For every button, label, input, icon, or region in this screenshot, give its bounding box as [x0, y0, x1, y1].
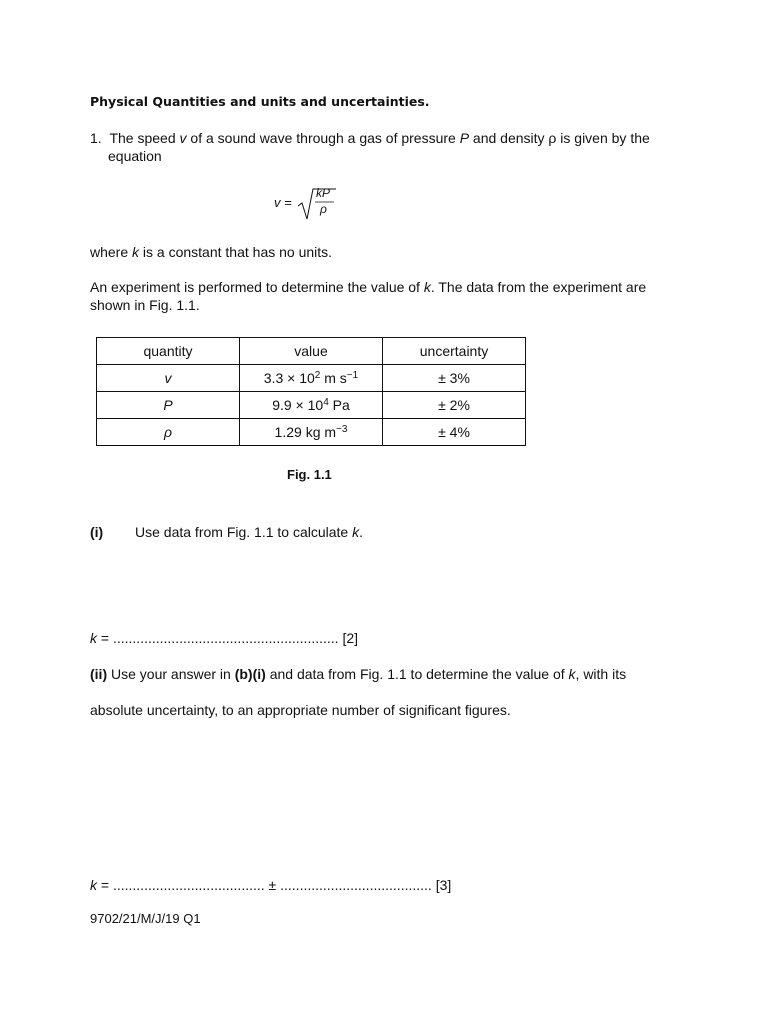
constant-description: where k is a constant that has no units. [90, 244, 333, 260]
uncertainty-cell: ± 2% [383, 392, 526, 419]
figure-caption: Fig. 1.1 [287, 467, 332, 482]
table-row [97, 392, 526, 419]
formula-lhs: v = [274, 195, 292, 210]
answer-line-part-ii: k = ....................................... ± ....................................... [3] [90, 877, 452, 893]
formula-denominator: ρ [320, 202, 327, 216]
part-i-label: (i) [90, 524, 104, 540]
question-intro-line-1: 1. The speed v of a sound wave through a gas of pressure P and density ρ is given by the [90, 130, 650, 146]
quantity-cell: v [164, 370, 172, 386]
value-cell: $3.3 \times 10^2$ m $s^{-1}$ [240, 365, 383, 392]
part-ii-question-line-2: absolute uncertainty, to an appropriate number of significant figures. [90, 702, 511, 718]
part-ii-question-line-1: (ii) Use your answer in (b)(i) and data from Fig. 1.1 to determine the value of k, with its [90, 666, 627, 682]
uncertainty-cell: ± 3% [383, 365, 526, 392]
part-i-question: Use data from Fig. 1.1 to calculate k. [135, 524, 363, 540]
table-row [97, 365, 526, 392]
quantity-cell: ρ [163, 424, 173, 440]
experiment-line-2: shown in Fig. 1.1. [90, 297, 200, 313]
formula-numerator: kP [316, 186, 331, 200]
question-number: 1. [90, 130, 102, 146]
speed-formula [274, 186, 354, 222]
part-ii-label: (ii) [90, 666, 108, 682]
table-header-row [97, 338, 526, 365]
page-title: Physical Quantities and units and uncertainties. [90, 94, 430, 109]
table-row [97, 419, 526, 446]
value-cell: 1.29 kg $m^{-3}$ [240, 419, 383, 446]
column-header-value: value [240, 338, 383, 365]
uncertainty-cell: ± 4% [383, 419, 526, 446]
answer-line-part-i: k = .......................................................... [2] [90, 630, 359, 646]
column-header-uncertainty: uncertainty [383, 338, 526, 365]
quantity-cell: P [163, 397, 173, 413]
source-reference: 9702/21/M/J/19 Q1 [90, 911, 201, 926]
data-table [96, 337, 526, 446]
question-intro-line-2: equation [108, 148, 162, 164]
experiment-line-1: An experiment is performed to determine the value of k. The data from the experiment are [90, 279, 647, 295]
column-header-quantity: quantity [97, 338, 240, 365]
value-cell: $9.9 \times 10^4$ Pa [240, 392, 383, 419]
